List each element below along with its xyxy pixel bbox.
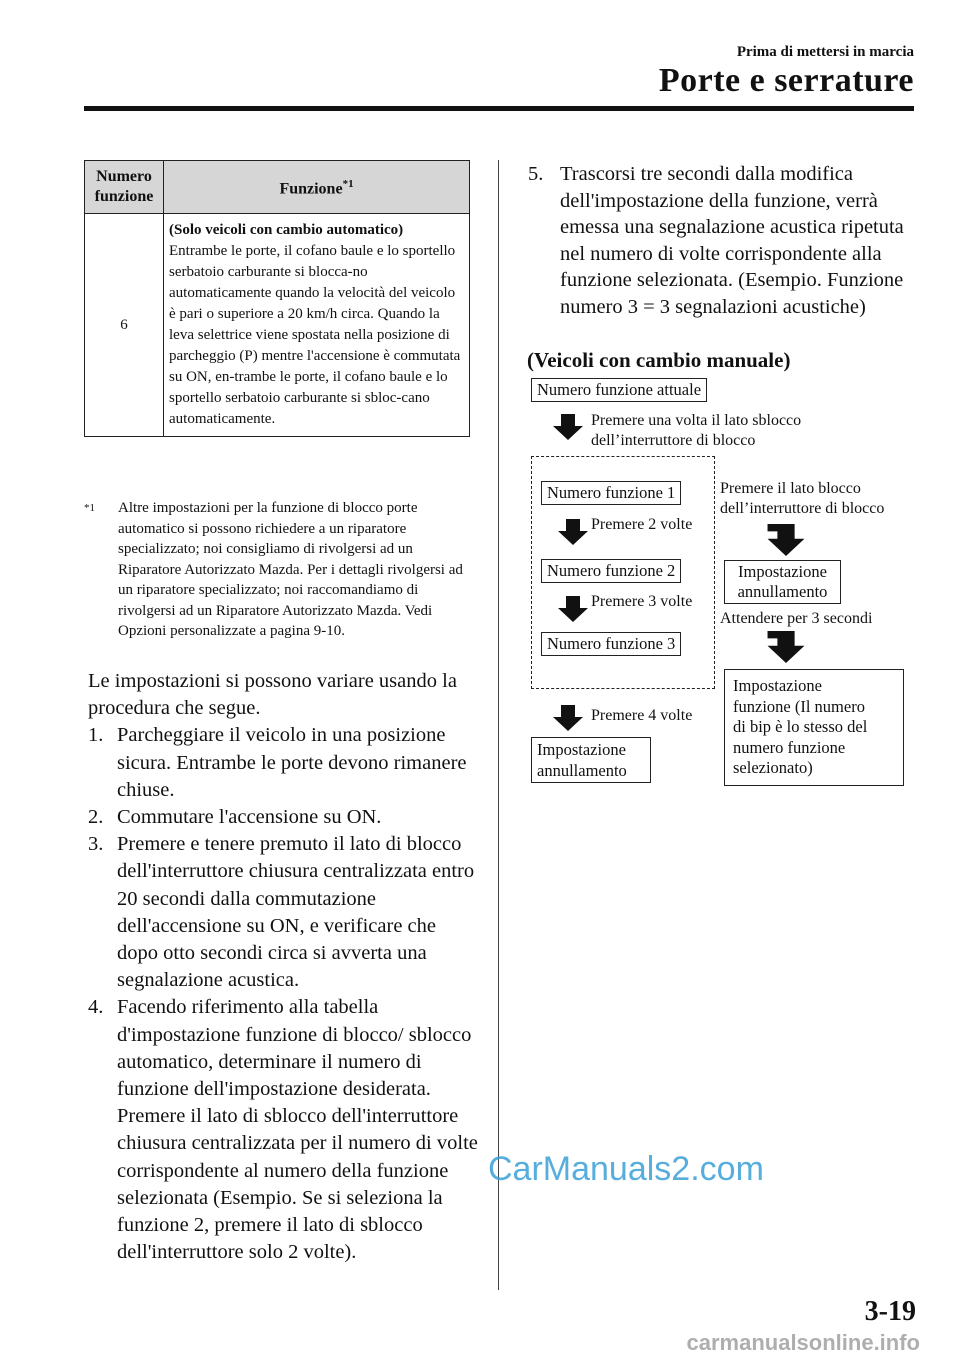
col-header-footnote-mark: *1: [342, 178, 354, 191]
down-arrow-icon: [553, 705, 583, 731]
footnote-mark: *1: [84, 502, 95, 514]
col-header-number: Numero funzione: [85, 161, 164, 214]
step-item: [88, 722, 478, 804]
step-item: [88, 994, 478, 1266]
box-result: Impostazione funzione (Il numero di bip è lo stesso del numero funzione selezionato): [724, 669, 904, 786]
page-number: 3-19: [864, 1296, 916, 1327]
down-arrow-icon: [558, 519, 588, 545]
step-number: 4.: [88, 996, 104, 1019]
step-item: [528, 161, 918, 321]
label-press-3: Premere 3 volte: [591, 593, 693, 610]
row-text: Entrambe le porte, il cofano baule e lo sportello serbatoio carburante si blocca-no automaticamente quando la velocità del veicolo è pari o superiore a 20 km/h circa. Quando la leva selettrice viene spostata nella posizione di parcheggio (P) mentre l'accensione è commutata su ON, en-trambe le porte, il cofano baule e lo sportello serbatoio carburante si sbloc-cano automaticamente.: [169, 243, 461, 427]
step-number: 2.: [88, 806, 104, 829]
watermark-carmanualsonline: carmanualsonline.info: [686, 1330, 920, 1355]
intro-paragraph: Le impostazioni si possono variare usando la procedura che segue.: [88, 670, 457, 720]
label-press-once: Premere una volta il lato sblocco dell’interruttore di blocco: [591, 412, 802, 449]
header-rule: [84, 106, 914, 111]
label-press-2: Premere 2 volte: [591, 516, 693, 533]
table-row: [85, 214, 470, 437]
chapter-title: Porte e serrature: [658, 62, 914, 99]
right-text: [528, 161, 918, 321]
table-header-row: [85, 161, 470, 214]
step-number: 3.: [88, 833, 104, 856]
main-text: [88, 668, 478, 1266]
footnote: [84, 498, 470, 642]
box-current-function: Numero funzione attuale: [531, 378, 707, 402]
box-cancel-left: Impostazione annullamento: [531, 737, 651, 783]
col-header-function: [164, 161, 470, 214]
down-arrow-icon: [767, 524, 805, 556]
label-wait: Attendere per 3 secondi: [720, 610, 873, 627]
step-number: 1.: [88, 724, 104, 747]
flowchart-heading: (Veicoli con cambio manuale): [527, 348, 791, 372]
down-arrow-icon: [558, 596, 588, 622]
label-press-4: Premere 4 volte: [591, 707, 693, 724]
step-text: Premere e tenere premuto il lato di blocco dell'interruttore chiusura centralizzata entro 20 secondi dalla commutazione dell'accensione su ON, e verificare che dopo otto secondi circa si avverta una segnalazione acustica.: [117, 833, 475, 992]
label-press-lock: Premere il lato blocco dell’interruttore di blocco: [720, 480, 885, 517]
footnote-text: Altre impostazioni per la funzione di blocco porte automatico si possono richiedere a un riparatore specializzato; noi consigliamo di rivolgersi ad un Riparatore Autorizzato Mazda. Per i dettagli rivolgersi ad un riparatore specializzato; noi raccomandiamo di rivolgersi ad un Riparatore Autorizzato Mazda. Vedi Opzioni personalizzate a pagina 9-10.: [118, 500, 463, 639]
column-divider: [498, 160, 499, 1290]
box-function-1: Numero funzione 1: [541, 481, 681, 505]
watermark-carmanuals2: CarManuals2.com: [488, 1150, 764, 1188]
down-arrow-icon: [767, 631, 805, 663]
box-function-2: Numero funzione 2: [541, 559, 681, 583]
step-number: 5.: [528, 163, 544, 185]
step-text: Facendo riferimento alla tabella d'impostazione funzione di blocco/ sblocco automatico, determinare il numero di funzione dell'impostazione desiderata. Premere il lato di sblocco dell'interruttore chiusura centralizzata per il numero di volte corrispondente al numero della funzione selezionata (Esempio. Se si seleziona la funzione 2, premere il lato di sblocco dell'interruttore solo 2 volte).: [117, 996, 478, 1264]
step-item: [88, 831, 478, 994]
box-function-3: Numero funzione 3: [541, 632, 681, 656]
down-arrow-icon: [553, 414, 583, 440]
step-text: Parcheggiare il veicolo in una posizione sicura. Entrambe le porte devono rimanere chiuse.: [117, 724, 467, 801]
section-title: Prima di mettersi in marcia: [736, 44, 914, 60]
box-cancel-right: Impostazione annullamento: [724, 560, 841, 604]
step-item: [88, 804, 478, 831]
row-title: (Solo veicoli con cambio automatico): [169, 222, 404, 238]
table-cell-description: [164, 214, 470, 437]
step-text: Trascorsi tre secondi dalla modifica dell'impostazione della funzione, verrà emessa una segnalazione acustica ripetuta nel numero di volte corrispondente alla funzione selezionata. (Esempio. Funzione numero 3 = 3 segnalazioni acustiche): [560, 163, 904, 318]
function-table: [84, 160, 470, 437]
table-cell-number: 6: [85, 214, 164, 437]
step-text: Commutare l'accensione su ON.: [117, 806, 382, 829]
col-header-function-label: Funzione: [279, 180, 343, 198]
